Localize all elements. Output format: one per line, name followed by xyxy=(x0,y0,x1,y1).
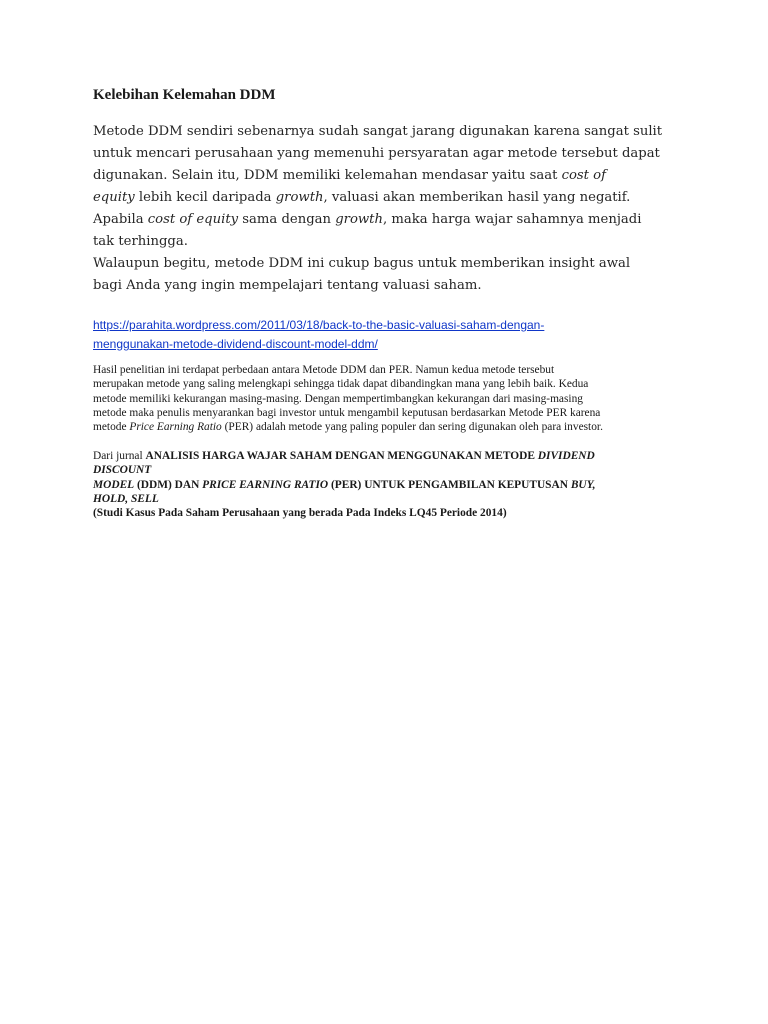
source-link-line-1[interactable]: https://parahita.wordpress.com/2011/03/18/back-to-the-basic-valuasi-saham-dengan- xyxy=(93,318,545,332)
citation-title-buy: BUY, xyxy=(570,478,596,491)
citation-line-5: (Studi Kasus Pada Saham Perusahaan yang berada Pada Indeks LQ45 Periode 2014) xyxy=(93,507,507,520)
main-line-4 xyxy=(93,187,683,209)
main-line-6: tak terhingga. xyxy=(93,234,188,249)
citation-prefix: Dari jurnal xyxy=(93,450,146,462)
research-line-5 xyxy=(93,420,683,434)
main-line-8: bagi Anda yang ingin mempelajari tentang valuasi saham. xyxy=(93,278,482,293)
main-paragraph xyxy=(93,121,683,297)
citation-line-1 xyxy=(93,449,683,463)
main-line-1: Metode DDM sendiri sebenarnya sudah sangat jarang digunakan karena sangat sulit xyxy=(93,124,663,139)
citation-title-model: MODEL xyxy=(93,478,135,491)
section-heading: Kelebihan Kelemahan DDM xyxy=(93,87,276,103)
citation-line-2: DISCOUNT xyxy=(93,464,152,477)
source-link[interactable] xyxy=(93,316,683,354)
main-line-2: untuk mencari perusahaan yang memenuhi persyaratan agar metode tersebut dapat xyxy=(93,146,660,161)
citation-line-3 xyxy=(93,478,683,492)
main-line-5-text-a: Apabila xyxy=(93,212,148,227)
term-equity: equity xyxy=(93,190,135,205)
term-price-earning-ratio: Price Earning Ratio xyxy=(129,421,222,434)
main-line-4-text-a: lebih kecil daripada xyxy=(134,190,276,205)
main-line-4-text-b: , valuasi akan memberikan hasil yang negatif. xyxy=(323,190,631,205)
research-line-2: merupakan metode yang saling melengkapi sehingga tidak dapat dibandingkan mana yang lebih baik. Kedua xyxy=(93,378,589,391)
research-line-4: metode maka penulis menyarankan bagi investor untuk mengambil keputusan berdasarkan Metode PER karena xyxy=(93,406,601,419)
citation-title-b: (DDM) DAN xyxy=(134,478,203,491)
term-growth: growth xyxy=(275,190,324,205)
main-line-3-text: digunakan. Selain itu, DDM memiliki kelemahan mendasar yaitu saat xyxy=(93,168,562,183)
citation-title-a: ANALISIS HARGA WAJAR SAHAM DENGAN MENGGUNAKAN METODE xyxy=(145,450,538,462)
main-line-7: Walaupun begitu, metode DDM ini cukup bagus untuk memberikan insight awal xyxy=(93,256,631,271)
research-line-3: metode memiliki kekurangan masing-masing. Dengan mempertimbangkan kekurangan dari masing-masing xyxy=(93,392,583,405)
research-line-5-text-a: metode xyxy=(93,421,130,434)
citation-line-4: HOLD, SELL xyxy=(93,492,159,505)
journal-citation xyxy=(93,449,683,520)
research-line-5-text-b: (PER) adalah metode yang paling populer dan sering digunakan oleh para investor. xyxy=(221,421,603,434)
term-cost-of-equity: cost of equity xyxy=(147,212,239,227)
citation-title-c: (PER) UNTUK PENGAMBILAN KEPUTUSAN xyxy=(328,478,571,491)
term-cost-of: cost of xyxy=(561,168,606,183)
main-line-5-text-b: sama dengan xyxy=(238,212,336,227)
source-link-line-2[interactable]: menggunakan-metode-dividend-discount-model-ddm/ xyxy=(93,337,378,351)
main-line-5-text-c: , maka harga wajar sahamnya menjadi xyxy=(382,212,642,227)
main-line-3 xyxy=(93,165,683,187)
main-line-5 xyxy=(93,209,683,231)
research-line-1: Hasil penelitian ini terdapat perbedaan antara Metode DDM dan PER. Namun kedua metode tersebut xyxy=(93,364,555,376)
term-growth-2: growth xyxy=(335,212,383,227)
citation-title-dividend: DIVIDEND xyxy=(537,450,595,462)
research-paragraph xyxy=(93,363,683,434)
citation-title-per: PRICE EARNING RATIO xyxy=(202,478,329,491)
